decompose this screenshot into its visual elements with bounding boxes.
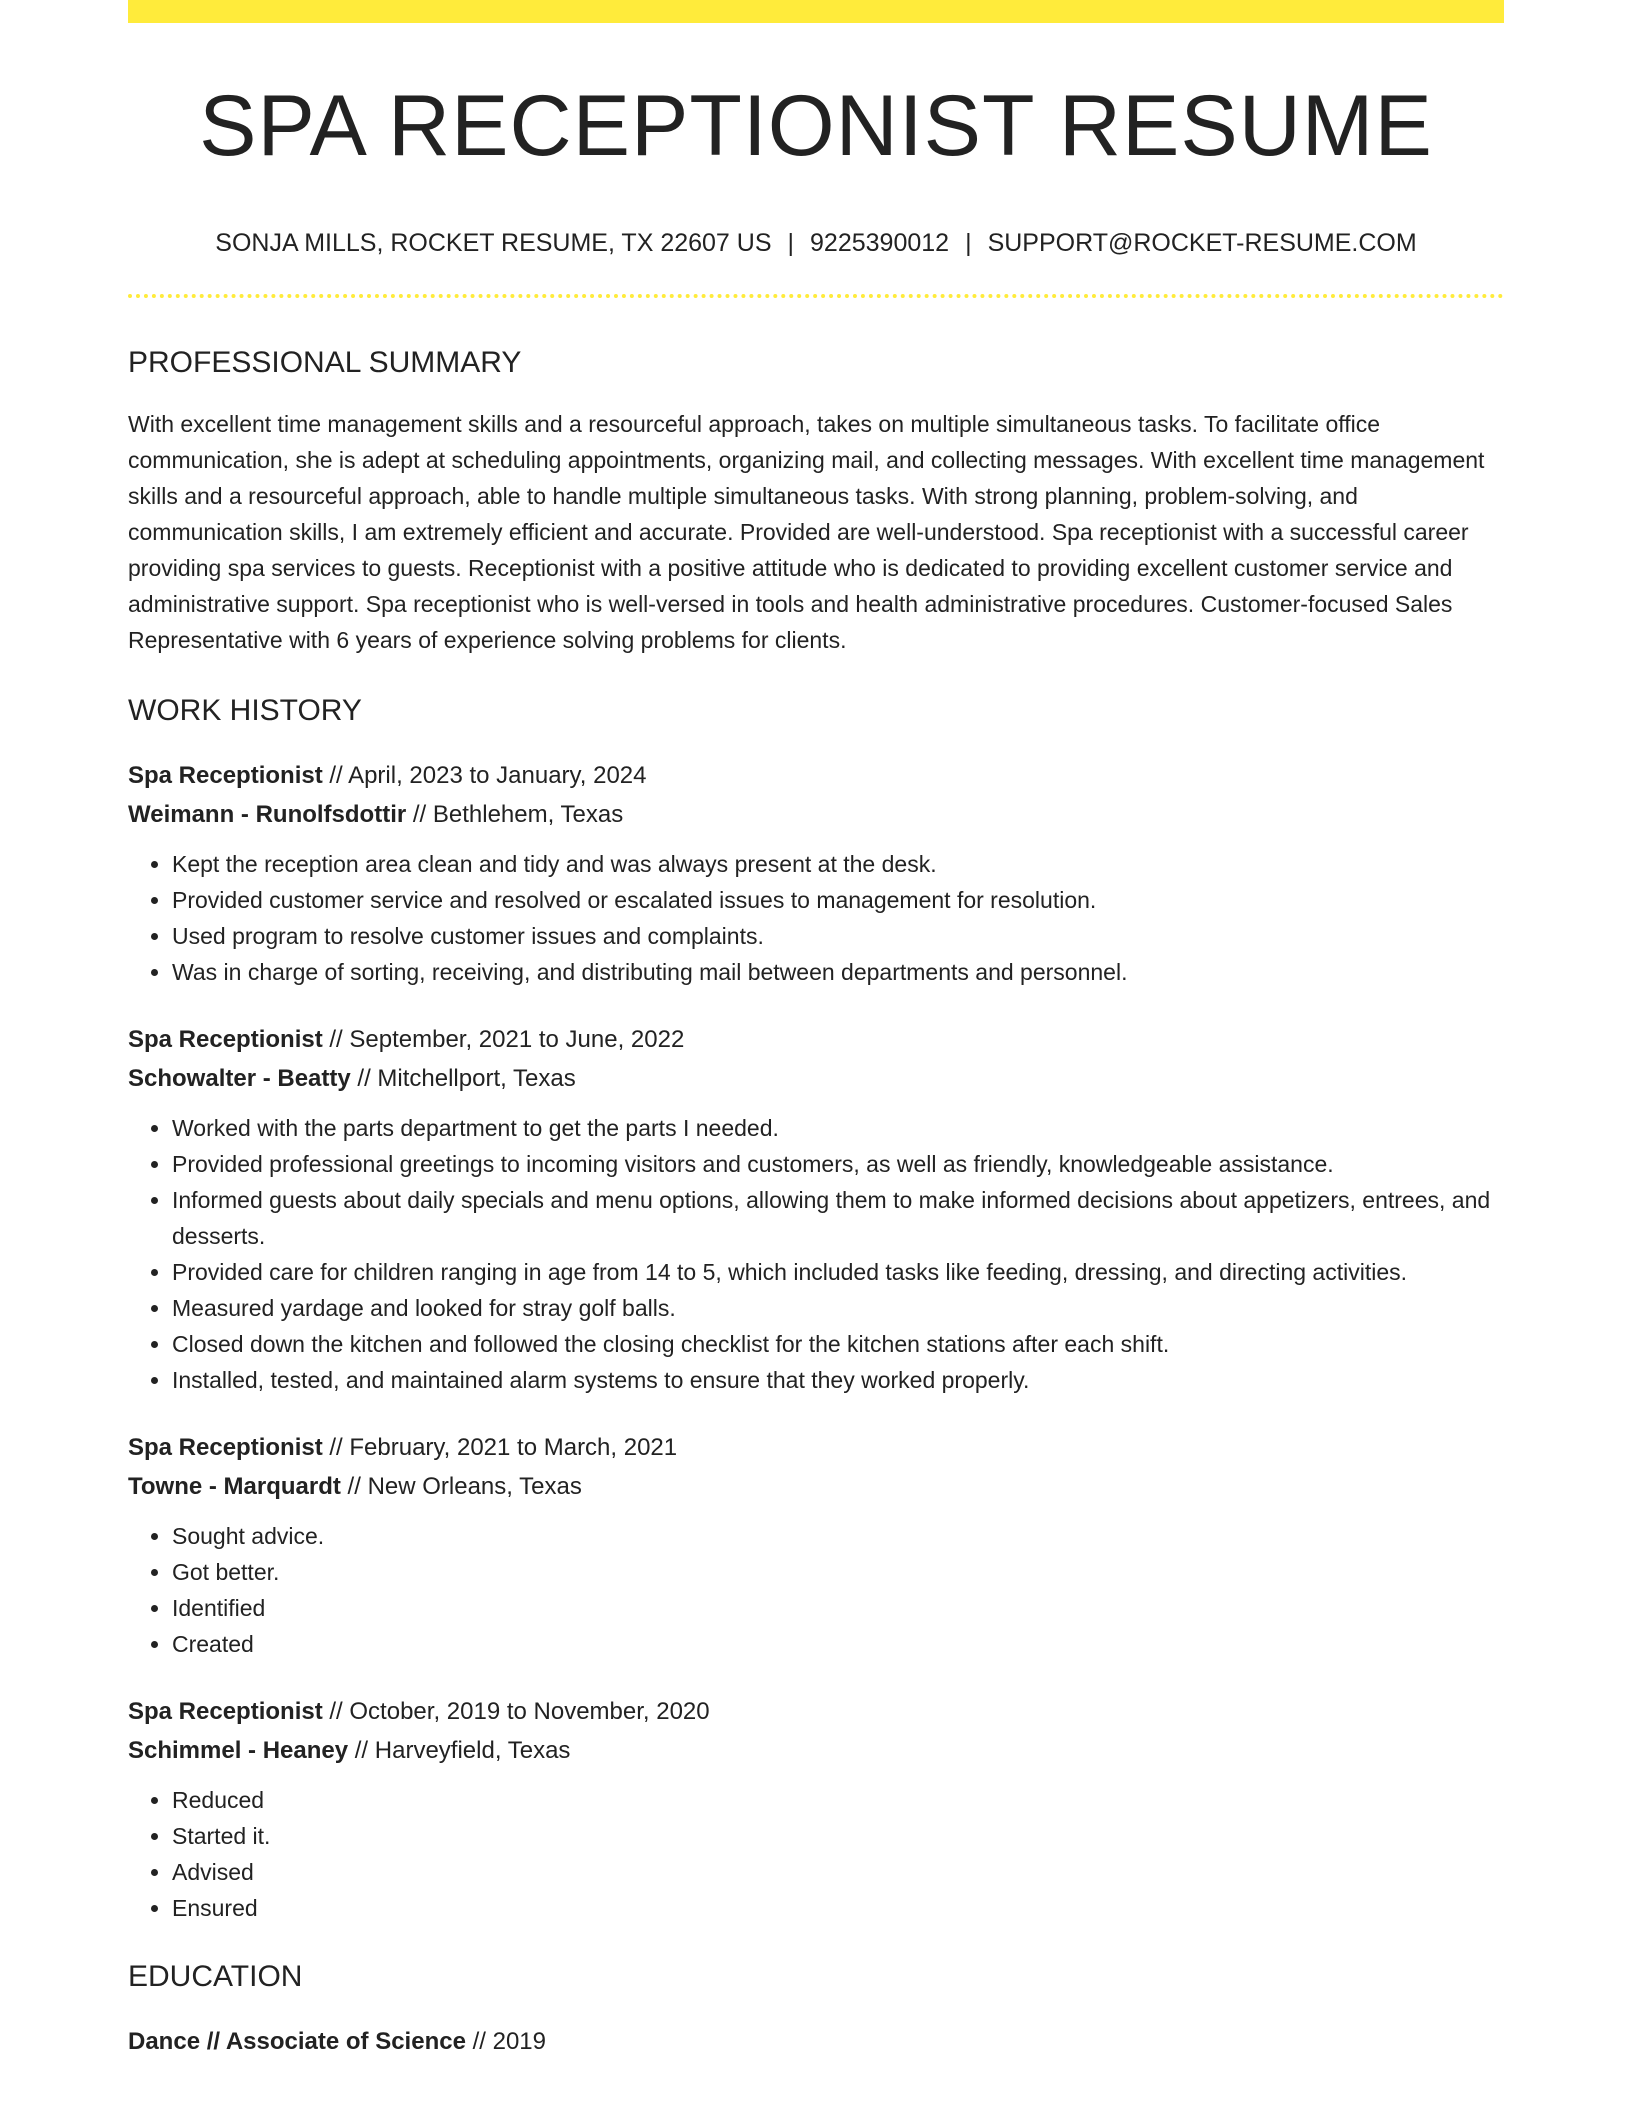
job-dates: // October, 2019 to November, 2020 bbox=[322, 1698, 710, 1725]
job-bullet: • Identified bbox=[172, 1590, 1504, 1626]
education-year: // 2019 bbox=[465, 2028, 546, 2055]
job-location: // New Orleans, Texas bbox=[340, 1473, 582, 1500]
work-history-heading: WORK HISTORY bbox=[128, 694, 362, 727]
job-bullets bbox=[128, 1518, 1504, 1662]
job-location: // Bethlehem, Texas bbox=[406, 801, 624, 828]
job-bullet: • Ensured bbox=[172, 1890, 1504, 1926]
job-bullet: • Closed down the kitchen and followed the closing checklist for the kitchen stations after each shift. bbox=[172, 1326, 1504, 1362]
top-accent-bar bbox=[128, 0, 1504, 23]
education-heading: EDUCATION bbox=[128, 1960, 303, 1993]
contact-phone: 9225390012 bbox=[810, 229, 950, 257]
job-company-line bbox=[128, 1731, 1504, 1770]
job-bullet: • Got better. bbox=[172, 1554, 1504, 1590]
job-bullet: • Reduced bbox=[172, 1782, 1504, 1818]
job-title: Spa Receptionist bbox=[128, 1026, 323, 1053]
job-dates: // September, 2021 to June, 2022 bbox=[322, 1026, 685, 1053]
job-company: Towne - Marquardt bbox=[128, 1473, 341, 1500]
job-bullet: • Started it. bbox=[172, 1818, 1504, 1854]
job-entry bbox=[128, 1020, 1504, 1398]
job-location: // Mitchellport, Texas bbox=[350, 1065, 576, 1092]
job-bullets bbox=[128, 1782, 1504, 1926]
dotted-divider bbox=[128, 294, 1504, 298]
summary-heading: PROFESSIONAL SUMMARY bbox=[128, 346, 522, 379]
work-history-list bbox=[128, 756, 1504, 1926]
job-bullet: • Sought advice. bbox=[172, 1518, 1504, 1554]
job-title-line bbox=[128, 1428, 1504, 1467]
job-company-line bbox=[128, 1467, 1504, 1506]
job-bullet: • Used program to resolve customer issues and complaints. bbox=[172, 918, 1504, 954]
job-bullets bbox=[128, 1110, 1504, 1398]
education-entry bbox=[128, 2022, 1504, 2061]
job-entry bbox=[128, 756, 1504, 990]
job-company: Schowalter - Beatty bbox=[128, 1065, 351, 1092]
contact-separator: | bbox=[787, 229, 795, 257]
job-location: // Harveyfield, Texas bbox=[348, 1737, 571, 1764]
job-company-line bbox=[128, 1059, 1504, 1098]
job-bullet: • Provided care for children ranging in age from 14 to 5, which included tasks like feeding, dressing, and directing activities. bbox=[172, 1254, 1504, 1290]
job-bullet: • Created bbox=[172, 1626, 1504, 1662]
job-entry bbox=[128, 1428, 1504, 1662]
job-bullets bbox=[128, 846, 1504, 990]
resume-page bbox=[128, 0, 1504, 2061]
job-bullet: • Kept the reception area clean and tidy and was always present at the desk. bbox=[172, 846, 1504, 882]
job-title: Spa Receptionist bbox=[128, 1434, 323, 1461]
job-title: Spa Receptionist bbox=[128, 762, 323, 789]
job-bullet: • Provided customer service and resolved or escalated issues to management for resolution. bbox=[172, 882, 1504, 918]
contact-line bbox=[128, 231, 1504, 256]
job-dates: // April, 2023 to January, 2024 bbox=[322, 762, 647, 789]
job-bullet: • Informed guests about daily specials and menu options, allowing them to make informed decisions about appetizers, entrees, and desserts. bbox=[172, 1182, 1504, 1254]
job-bullet: • Was in charge of sorting, receiving, and distributing mail between departments and personnel. bbox=[172, 954, 1504, 990]
job-dates: // February, 2021 to March, 2021 bbox=[322, 1434, 678, 1461]
job-bullet: • Measured yardage and looked for stray golf balls. bbox=[172, 1290, 1504, 1326]
education-degree: Dance // Associate of Science bbox=[128, 2028, 466, 2055]
education-list bbox=[128, 2022, 1504, 2061]
job-bullet: • Advised bbox=[172, 1854, 1504, 1890]
summary-text: With excellent time management skills and a resourceful approach, takes on multiple simultaneous tasks. To facilitate office communication, she is adept at scheduling appointments, organizing mail, and collecting messages. With excellent time management skills and a resourceful approach, able to handle multiple simultaneous tasks. With strong planning, problem-solving, and communication skills, I am extremely efficient and accurate. Provided are well-understood. Spa receptionist with a successful career providing spa services to guests. Receptionist with a positive attitude who is dedicated to providing excellent customer service and administrative support. Spa receptionist who is well-versed in tools and health administrative procedures. Customer-focused Sales Representative with 6 years of experience solving problems for clients. bbox=[128, 411, 1485, 653]
job-title-line bbox=[128, 756, 1504, 795]
job-company-line bbox=[128, 795, 1504, 834]
job-company: Weimann - Runolfsdottir bbox=[128, 801, 407, 828]
contact-address: SONJA MILLS, ROCKET RESUME, TX 22607 US bbox=[215, 229, 772, 257]
job-entry bbox=[128, 1692, 1504, 1926]
resume-title: SPA RECEPTIONIST RESUME bbox=[199, 78, 1433, 174]
contact-email[interactable]: SUPPORT@ROCKET-RESUME.COM bbox=[987, 229, 1417, 257]
job-title-line bbox=[128, 1692, 1504, 1731]
job-title: Spa Receptionist bbox=[128, 1698, 323, 1725]
job-bullet: • Installed, tested, and maintained alarm systems to ensure that they worked properly. bbox=[172, 1362, 1504, 1398]
job-company: Schimmel - Heaney bbox=[128, 1737, 349, 1764]
job-bullet: • Provided professional greetings to incoming visitors and customers, as well as friendly, knowledgeable assistance. bbox=[172, 1146, 1504, 1182]
job-title-line bbox=[128, 1020, 1504, 1059]
job-bullet: • Worked with the parts department to get the parts I needed. bbox=[172, 1110, 1504, 1146]
contact-separator: | bbox=[965, 229, 972, 257]
